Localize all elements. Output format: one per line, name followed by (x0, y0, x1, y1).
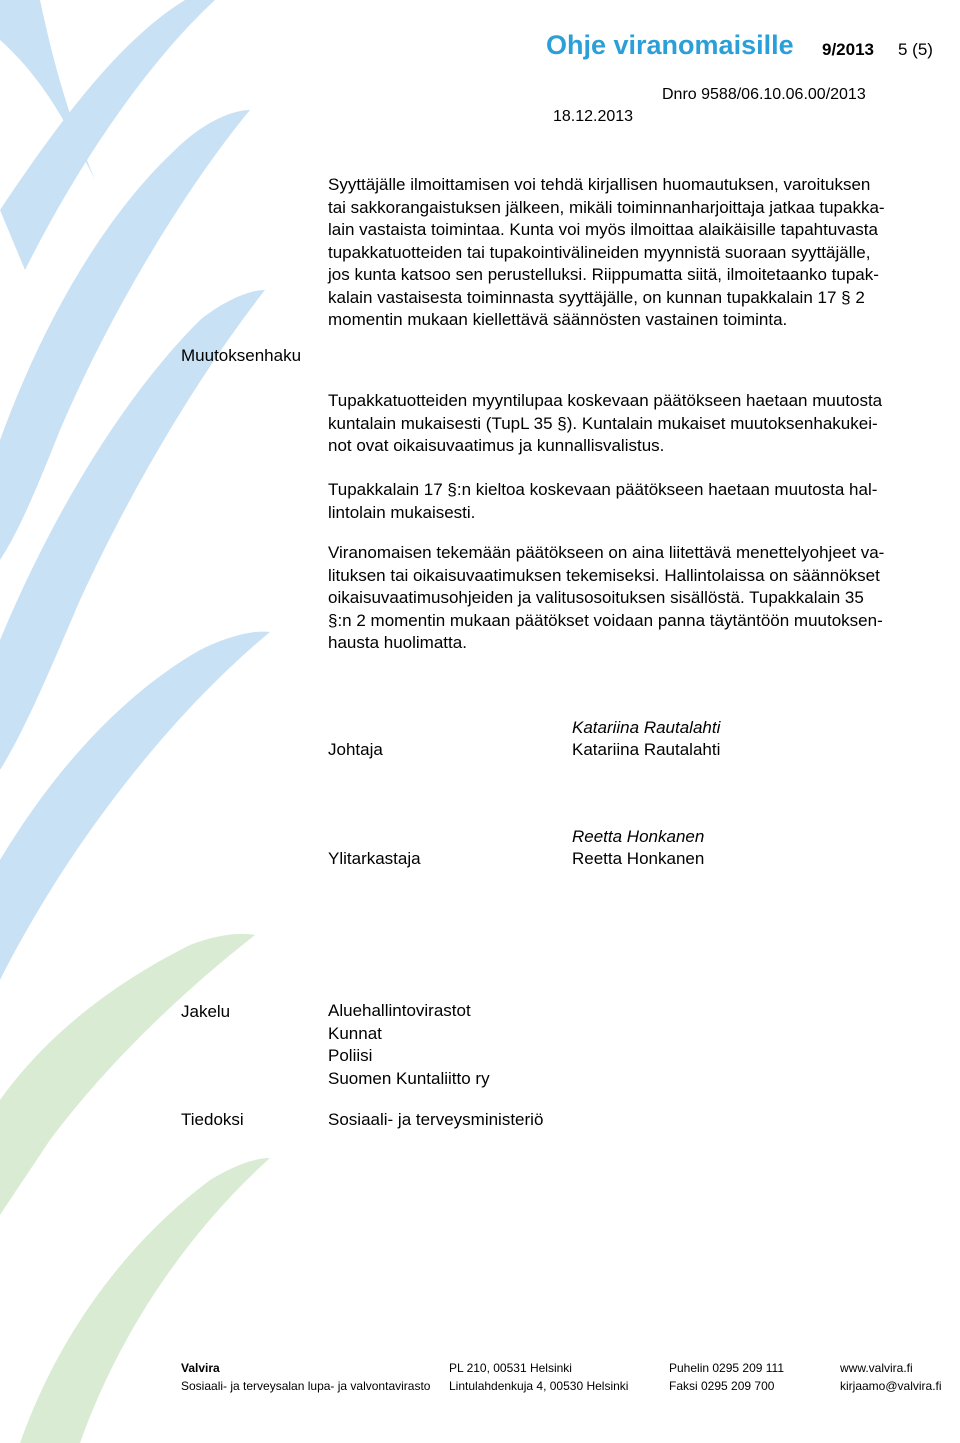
footer-org-full: Sosiaali- ja terveysalan lupa- ja valvontavirasto (181, 1379, 431, 1393)
footer-fax: Faksi 0295 209 700 (669, 1379, 775, 1393)
document-date: 18.12.2013 (553, 108, 634, 125)
section-heading-muutoksenhaku: Muutoksenhaku (181, 346, 302, 365)
name-senior-inspector: Reetta Honkanen (572, 849, 705, 868)
name-director: Katariina Rautalahti (572, 740, 721, 759)
footer-phone: Puhelin 0295 209 111 (669, 1361, 784, 1375)
footer-org: Valvira (181, 1361, 220, 1375)
footer-website-link[interactable]: www.valvira.fi (840, 1361, 913, 1375)
document-type-title: Ohje viranomaisille (546, 30, 794, 60)
valvira-watermark-graphic (0, 0, 360, 1443)
diary-number: Dnro 9588/06.10.06.00/2013 (662, 86, 866, 103)
role-director: Johtaja (328, 740, 383, 759)
paragraph-prosecutor-notification: Syyttäjälle ilmoittamisen voi tehdä kirjallisen huomautuksen, varoituksen tai sakkorangaistuksen jälkeen, mikäli toiminnanharjoittaja jatkaa tupakka- lain vastaista toimintaa. Kunta voi myös ilmoittaa alaikäisille tapahtuvasta tupakkatuotteiden tai tupakointivälineiden myynnistä suoraan syyttäjälle, jos kunta katsoo sen perustelluksi. Riippumatta siitä, ilmoitetaanko tupak- kalain vastaisesta toiminnasta syyttäjälle, on kunnan tupakkalain 17 § 2 momentin mukaan kiellettävä säännösten vastainen toiminta. (328, 175, 885, 329)
role-senior-inspector: Ylitarkastaja (328, 849, 421, 868)
list-item: Kunnat (328, 1023, 382, 1043)
list-item: Poliisi (328, 1046, 373, 1065)
for-information-recipient: Sosiaali- ja terveysministeriö (328, 1110, 544, 1129)
issue-number: 9/2013 (822, 40, 874, 59)
paragraph-appeal-instructions: Viranomaisen tekemään päätökseen on aina liitettävä menettelyohjeet va- lituksen tai oikaisuvaatimuksen tekemiseksi. Hallintolaissa on säännökset oikaisuvaatimusohjeiden ja valitusosoituksen sisällöstä. Tupakkalain 35 §:n 2 momentin mukaan päätökset voidaan panna täytäntöön muutoksen- hausta huolimatta. (328, 543, 885, 652)
page-number: 5 (5) (898, 40, 933, 59)
for-information-label: Tiedoksi (181, 1110, 244, 1129)
paragraph-appeal-administrative-law: Tupakkalain 17 §:n kieltoa koskevaan päätökseen haetaan muutosta hal- lintolain mukaisesti. (328, 480, 878, 522)
signature-director: Katariina Rautalahti (572, 718, 721, 737)
footer-po-box: PL 210, 00531 Helsinki (449, 1361, 572, 1375)
footer-email-link[interactable]: kirjaamo@valvira.fi (840, 1379, 942, 1393)
distribution-label: Jakelu (181, 1002, 231, 1021)
footer-street-address: Lintulahdenkuja 4, 00530 Helsinki (449, 1379, 629, 1393)
distribution-list (328, 1000, 728, 1090)
list-item: Aluehallintovirastot (328, 1001, 471, 1020)
paragraph-appeal-municipal-law: Tupakkatuotteiden myyntilupaa koskevaan päätökseen haetaan muutosta kuntalain mukaisesti (TupL 35 §). Kuntalain mukaiset muutoksenhakukei- not ovat oikaisuvaatimus ja kunnallisvalistus. (328, 391, 883, 455)
signature-senior-inspector: Reetta Honkanen (572, 827, 705, 846)
list-item: Suomen Kuntaliitto ry (328, 1068, 490, 1088)
